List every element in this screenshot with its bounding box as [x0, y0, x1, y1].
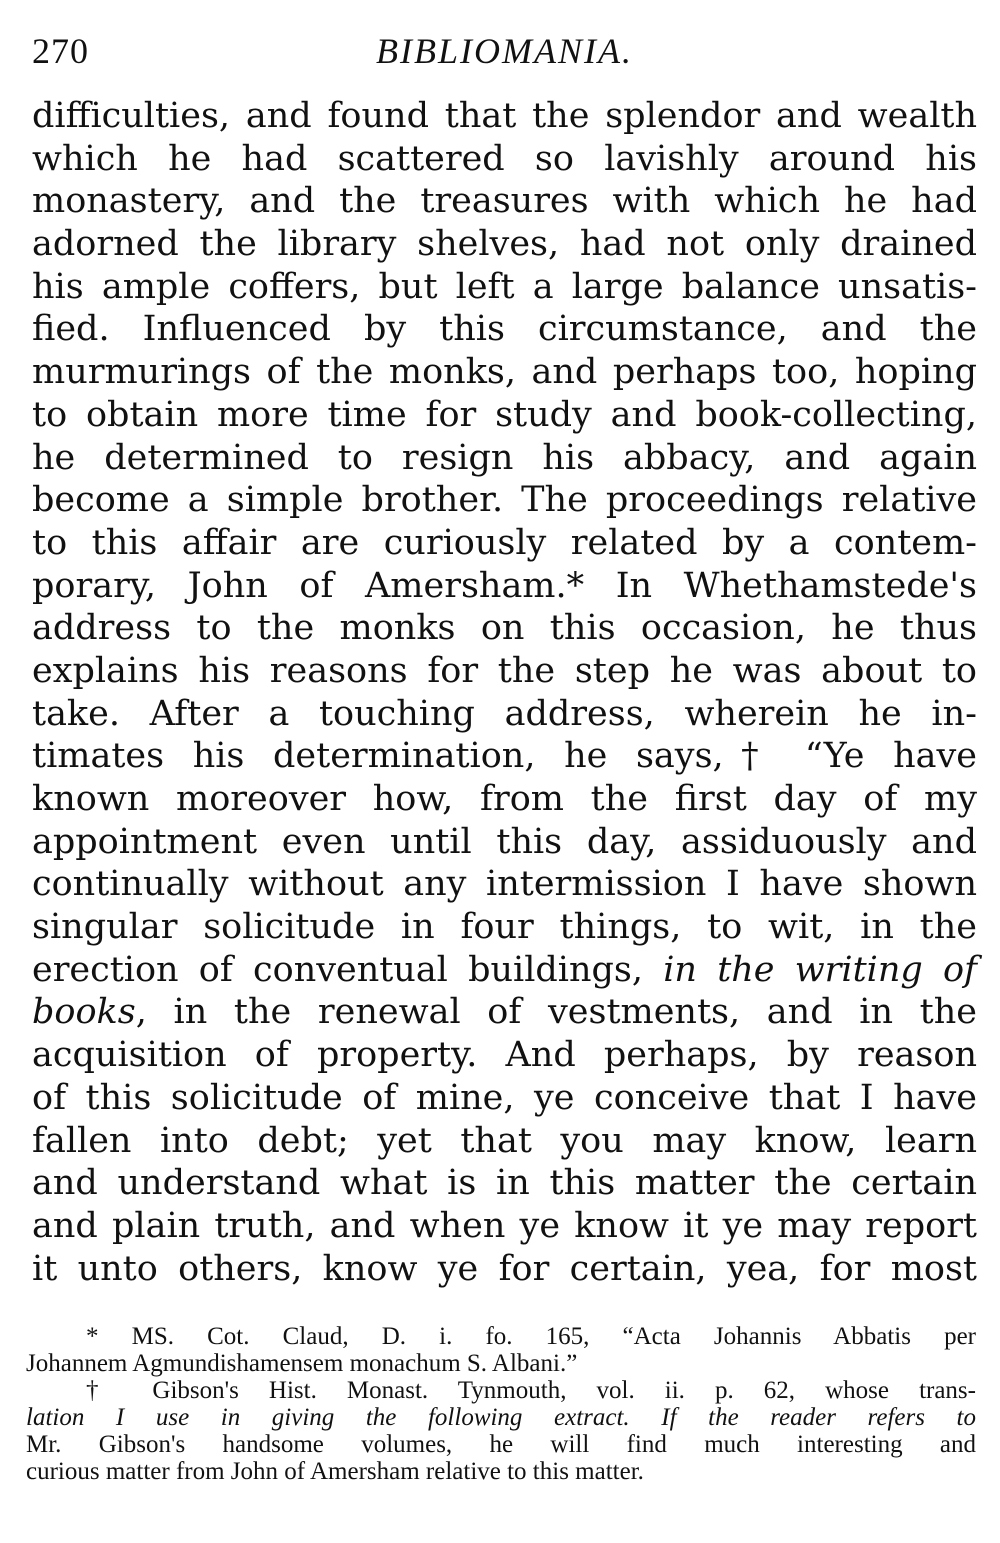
text-line: and plain truth, and when ye know it ye may report — [32, 1205, 977, 1246]
italic-phrase: in the writing of — [663, 949, 977, 990]
footnotes — [26, 1323, 976, 1485]
text-line: fallen into debt; yet that you may know, learn — [32, 1120, 977, 1161]
text-line: become a simple brother. The proceedings relative — [32, 480, 977, 521]
footnote-2-line: curious matter from John of Amersham relative to this matter. — [26, 1458, 644, 1485]
text-line: murmurings of the monks, and perhaps too, hoping — [32, 352, 977, 393]
footnote-1-line: * MS. Cot. Claud, D. i. fo. 165, “Acta Johannis Abbatis per — [86, 1323, 976, 1350]
page-header — [32, 30, 977, 74]
text-line: timates his determination, he says,† “Ye have — [32, 736, 977, 777]
text-line: erection of conventual buildings, in the writing of — [32, 949, 977, 990]
text-line: books, in the renewal of vestments, and in the — [32, 992, 977, 1033]
text-line: known moreover how, from the first day of my — [32, 779, 977, 819]
text-line: acquisition of property. And perhaps, by reason — [32, 1035, 977, 1076]
running-title: BIBLIOMANIA. — [376, 31, 633, 71]
page-number: 270 — [32, 31, 89, 71]
text-line: and understand what is in this matter the certain — [32, 1163, 977, 1204]
text-line: adorned the library shelves, had not only drained — [32, 224, 977, 265]
text-line: fied. Influenced by this circumstance, and the — [32, 309, 977, 350]
text-line: appointment even until this day, assiduously and — [32, 821, 977, 862]
text-line: of this solicitude of mine, ye conceive that I have — [32, 1077, 977, 1118]
text-line: take. After a touching address, wherein he in- — [32, 693, 977, 734]
text-line: to this affair are curiously related by a contem- — [32, 522, 977, 563]
text-line: address to the monks on this occasion, he thus — [32, 608, 977, 649]
text-line: difficulties, and found that the splendor and wealth — [32, 96, 977, 136]
text-line: monastery, and the treasures with which he had — [32, 181, 977, 222]
text-line: it unto others, know ye for certain, yea, for most — [32, 1248, 977, 1289]
text-line: which he had scattered so lavishly around his — [32, 138, 977, 179]
text-line: to obtain more time for study and book-collecting, — [32, 394, 977, 435]
body-text — [32, 95, 977, 1290]
text-line: explains his reasons for the step he was about to — [32, 650, 977, 691]
footnote-1-line: Johannem Agmundishamensem monachum S. Albani.” — [26, 1350, 578, 1377]
text-line: his ample coffers, but left a large balance unsatis- — [32, 266, 977, 307]
footnote-2-line: lation I use in giving the following extract. If the reader refers to — [26, 1404, 976, 1431]
text-line: he determined to resign his abbacy, and again — [32, 437, 977, 478]
text-line: continually without any intermission I have shown — [32, 864, 977, 905]
footnote-2-line: Mr. Gibson's handsome volumes, he will find much interesting and — [26, 1431, 976, 1458]
text-line: porary, John of Amersham.* In Whethamstede's — [32, 565, 977, 606]
text-line: singular solicitude in four things, to wit, in the — [32, 907, 977, 948]
italic-phrase: books — [32, 992, 136, 1033]
footnote-2-line: † Gibson's Hist. Monast. Tynmouth, vol. ii. p. 62, whose trans- — [86, 1377, 976, 1404]
